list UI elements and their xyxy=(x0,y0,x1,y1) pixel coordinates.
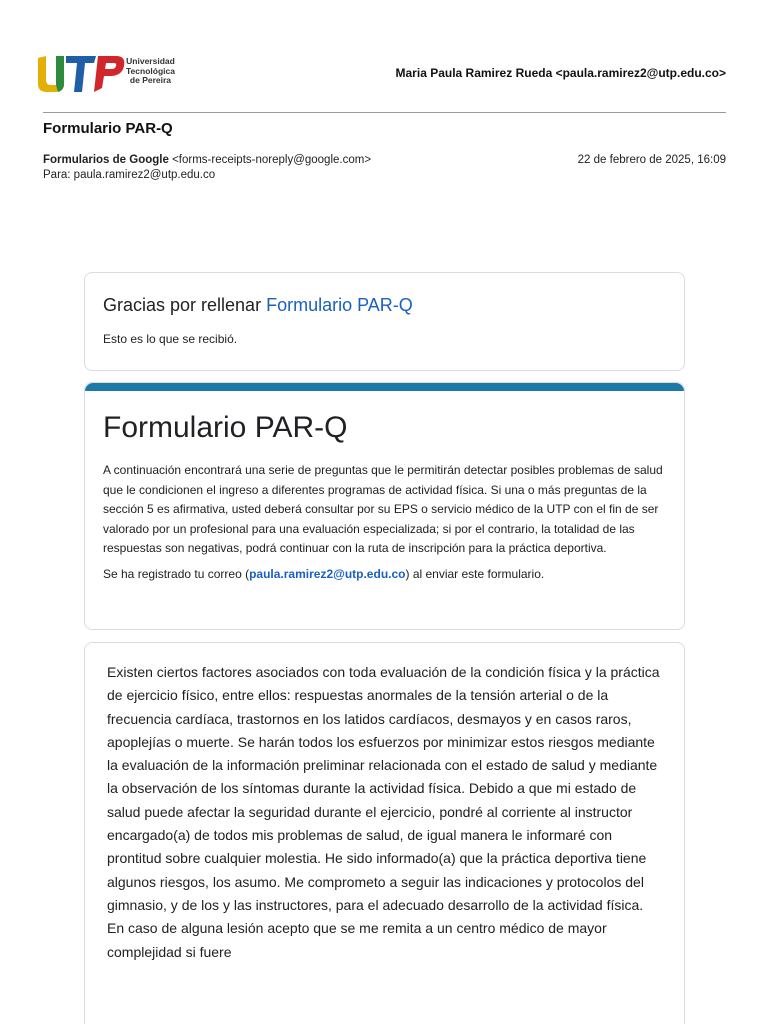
email-date: 22 de febrero de 2025, 16:09 xyxy=(577,154,726,166)
form-description: A continuación encontrará una serie de preguntas que le permitirán detectar posibles problemas de salud que le condicionen el ingreso a diferentes programas de actividad física. Si una o más preguntas de la sección 5 es afirmativa, usted deberá consultar por su EPS o servicio médico de la UTP con el fin de ser valorado por un profesional para una evaluación especializada; si por el contrario, la totalidad de las respuestas son negativas, podrá continuar con la ruta de inscripción para la práctica deportiva. xyxy=(103,463,663,555)
form-card-body xyxy=(85,391,684,581)
logo-line: Tecnológica xyxy=(126,65,175,76)
form-title: Formulario PAR-Q xyxy=(103,411,348,444)
email-note-prefix: Se ha registrado tu correo ( xyxy=(103,566,250,581)
form-email-note xyxy=(103,567,666,581)
thanks-prefix: Gracias por rellenar xyxy=(103,295,267,315)
utp-logo xyxy=(38,54,178,94)
consent-card xyxy=(84,642,685,1024)
account-name: Maria Paula Ramirez Rueda <paula.ramirez2@utp.edu.co> xyxy=(395,66,726,80)
logo-line: de Pereira xyxy=(129,75,172,85)
form-link[interactable]: Formulario PAR-Q xyxy=(266,295,413,315)
utp-logo-mark-icon xyxy=(38,54,126,94)
email-note-suffix: ) al enviar este formulario. xyxy=(405,566,545,581)
from-address[interactable]: <forms-receipts-noreply@google.com> xyxy=(168,154,372,166)
email-to: Para: paula.ramirez2@utp.edu.co xyxy=(43,169,216,181)
consent-text: Existen ciertos factores asociados con toda evaluación de la condición física y la práctica de ejercicio físico, entre ellos: respuestas anormales de la tensión arterial o de la frecuencia cardíaca, trastornos en los latidos cardíacos, desmayos y en casos raros, apoplejías o muerte. Se harán todos los esfuerzos por minimizar estos riesgos mediante la evaluación de la información preliminar relacionada con el estado de salud y mediante la observación de los síntomas durante la actividad física. Debido a que mi estado de salud puede afectar la seguridad durante el ejercicio, pondré al corriente al instructor encargado(a) de todos mis problemas de salud, de igual manera le informaré con prontitud sobre cualquier molestia. He sido informado(a) que la práctica deportiva tiene algunos riesgos, los asumo. Me comprometo a seguir las indicaciones y protocolos del gimnasio, y de los y las instructores, para el adecuado desarrollo de la actividad física. En caso de alguna lesión acepto que se me remita a un centro médico de mayor complejidad si fuere xyxy=(107,664,660,960)
form-topbar xyxy=(85,383,684,391)
form-card xyxy=(84,382,685,630)
logo-text xyxy=(126,57,175,86)
thanks-card xyxy=(84,272,685,371)
thanks-subtitle: Esto es lo que se recibió. xyxy=(103,332,238,346)
email-subject: Formulario PAR-Q xyxy=(43,120,173,137)
from-name: Formularios de Google xyxy=(43,154,169,166)
header-divider xyxy=(43,112,726,113)
logo-line: Universidad xyxy=(126,56,175,66)
thanks-title xyxy=(103,295,666,316)
registered-email[interactable]: paula.ramirez2@utp.edu.co xyxy=(249,566,406,581)
email-from xyxy=(43,154,371,166)
